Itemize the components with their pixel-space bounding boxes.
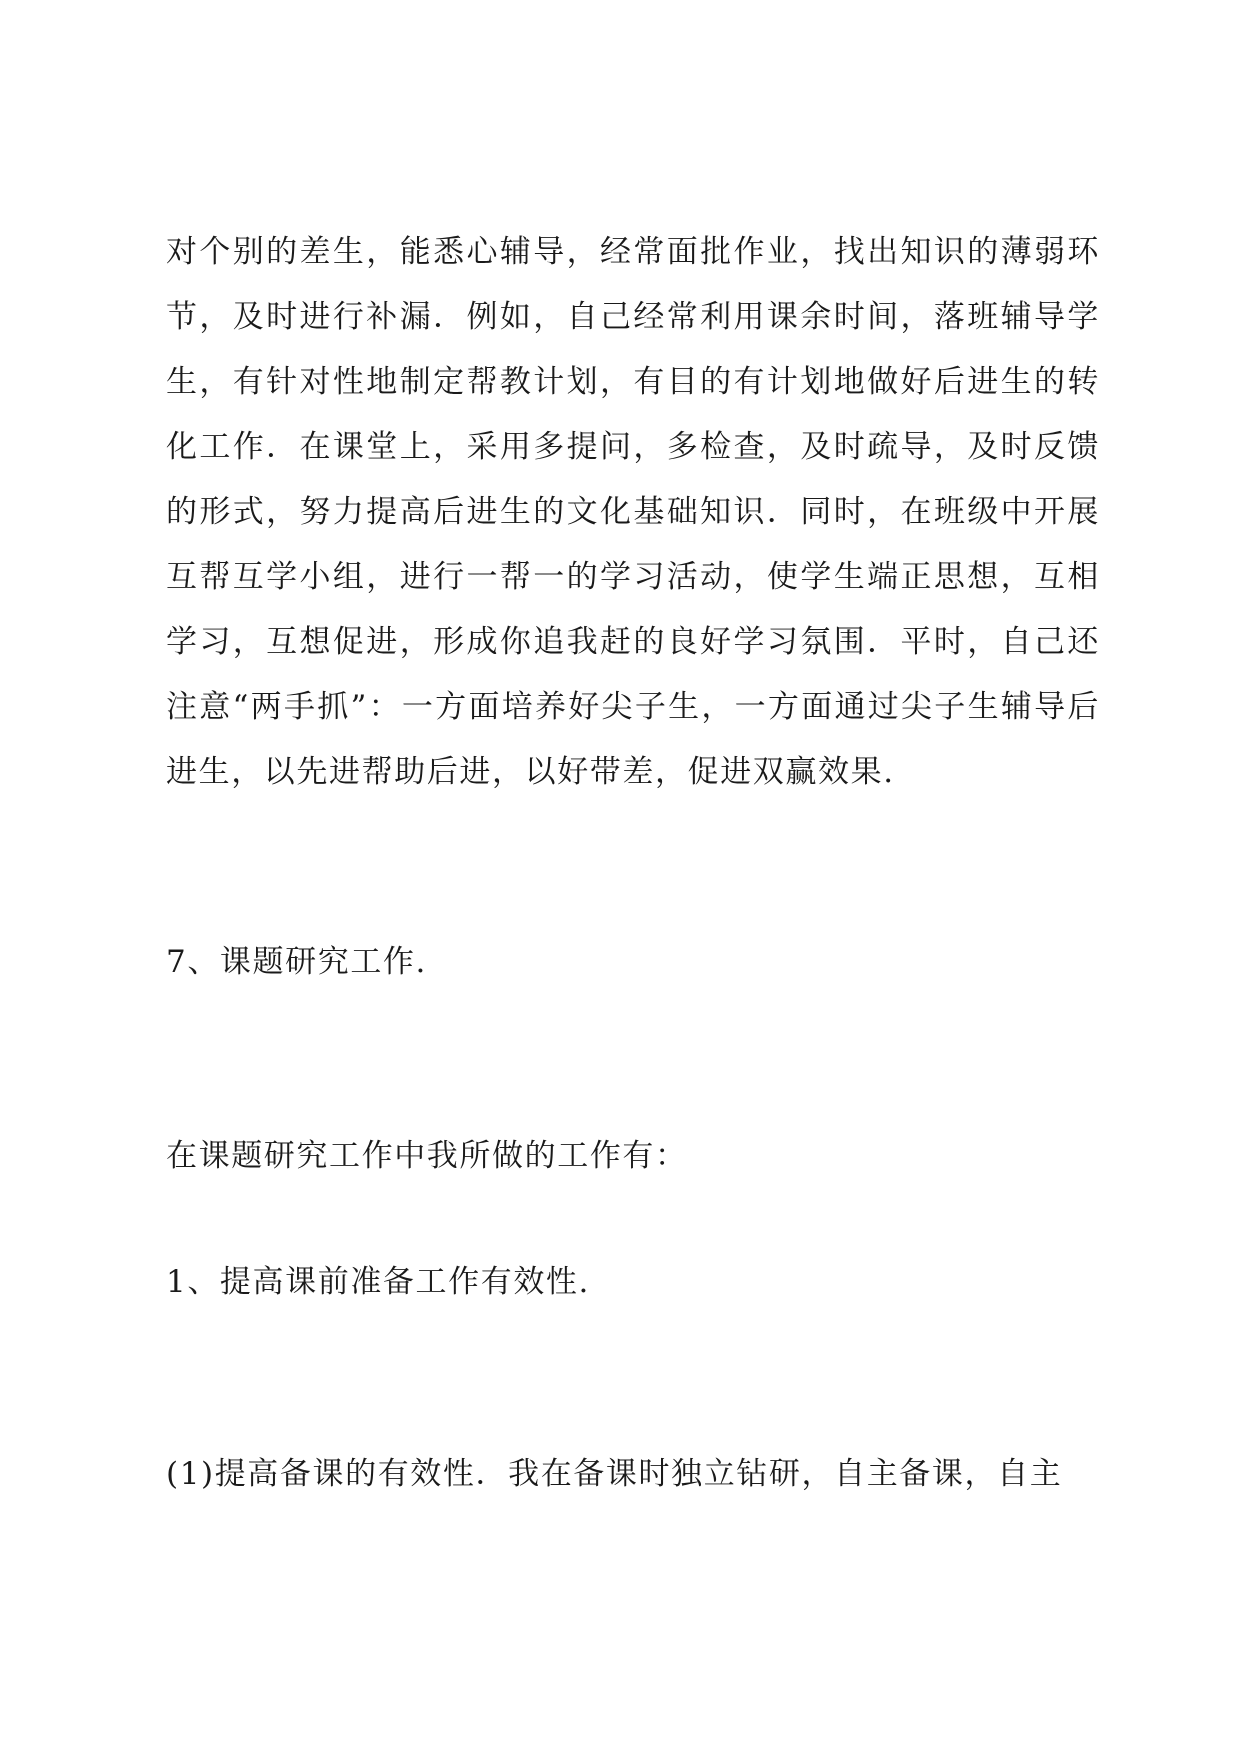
body-paragraph: 对个别的差生，能悉心辅导，经常面批作业，找出知识的薄弱环节，及时进行补漏．例如，自己经常利用课余时间，落班辅导学生，有针对性地制定帮教计划，有目的有计划地做好后进生的转化工作．在课堂上，采用多提问，多检查，及时疏导，及时反馈的形式，努力提高后进生的文化基础知识．同时，在班级中开展互帮互学小组，进行一帮一的学习活动，使学生端正思想，互相学习，互想促进，形成你追我赶的良好学习氛围．平时，自己还注意“两手抓”：一方面培养好尖子生，一方面通过尖子生辅导后进生，以先进帮助后进，以好带差，促进双赢效果. [166,234,1100,790]
section-7-heading: 7、课题研究工作. [166,944,427,980]
item-1-sub-1: (1)提高备课的有效性．我在备课时独立钻研，自主备课，自主 [166,1456,1063,1492]
section-7-intro: 在课题研究工作中我所做的工作有： [166,1138,688,1174]
item-1-heading: 1、提高课前准备工作有效性. [166,1264,590,1300]
